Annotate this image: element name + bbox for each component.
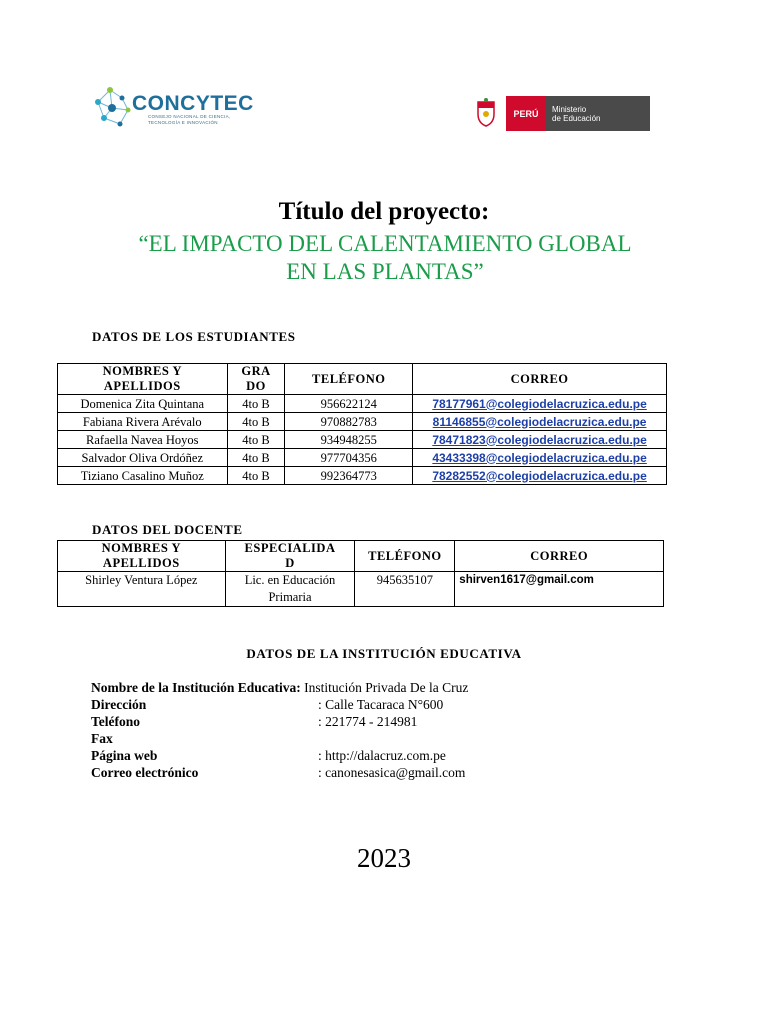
student-phone: 970882783 [285, 413, 413, 431]
student-email-link[interactable]: 43433398@colegiodelacruzica.edu.pe [432, 450, 647, 465]
address-value: : Calle Tacaraca N°600 [318, 697, 444, 712]
email-row [91, 764, 468, 781]
table-row [58, 413, 667, 431]
teacher-specialty-line1: Lic. en Educación [244, 573, 336, 587]
students-header-row [58, 364, 667, 395]
email-value: : canonesasica@gmail.com [318, 765, 466, 780]
address-label: Dirección [91, 697, 147, 712]
student-email-cell [413, 395, 667, 413]
project-title-line1: “EL IMPACTO DEL CALENTAMIENTO GLOBAL [138, 231, 632, 256]
teacher-col-specialty-header [225, 541, 355, 572]
student-phone: 934948255 [285, 431, 413, 449]
student-grade: 4to B [227, 467, 285, 485]
ministerio-line2: de Educación [552, 113, 601, 123]
web-label: Página web [91, 748, 158, 763]
student-name: Salvador Oliva Ordóñez [58, 449, 228, 467]
student-name: Fabiana Rivera Arévalo [58, 413, 228, 431]
teacher-col-email-header: CORREO [455, 541, 664, 572]
web-row [91, 747, 468, 764]
col-names-header-line2: APELLIDOS [103, 379, 181, 393]
student-phone: 956622124 [285, 395, 413, 413]
student-email-link[interactable]: 78177961@colegiodelacruzica.edu.pe [432, 396, 647, 411]
institution-heading: DATOS DE LA INSTITUCIÓN EDUCATIVA [246, 646, 522, 661]
network-nodes-icon [90, 84, 134, 134]
table-row [58, 431, 667, 449]
teacher-col-specialty-line1: ESPECIALIDA [244, 541, 336, 555]
phone-label: Teléfono [91, 714, 141, 729]
students-heading: DATOS DE LOS ESTUDIANTES [92, 329, 296, 344]
student-phone: 992364773 [285, 467, 413, 485]
col-email-header: CORREO [413, 364, 667, 395]
student-email-link[interactable]: 81146855@colegiodelacruzica.edu.pe [432, 414, 647, 429]
student-name: Rafaella Navea Hoyos [58, 431, 228, 449]
table-row [58, 572, 664, 607]
institution-name-label: Nombre de la Institución Educativa: [91, 680, 301, 695]
student-email-cell [413, 449, 667, 467]
fax-label: Fax [91, 731, 113, 746]
teacher-phone: 945635107 [355, 572, 455, 607]
student-name: Tiziano Casalino Muñoz [58, 467, 228, 485]
concytec-logo [90, 84, 260, 134]
teacher-email: shirven1617@gmail.com [455, 572, 664, 607]
student-email-link[interactable]: 78282552@colegiodelacruzica.edu.pe [432, 468, 647, 483]
web-value: : http://dalacruz.com.pe [318, 748, 446, 763]
student-grade: 4to B [227, 431, 285, 449]
ministerio-line1: Ministerio [552, 104, 587, 114]
teacher-heading: DATOS DEL DOCENTE [92, 522, 243, 537]
address-row [91, 696, 468, 713]
col-grade-header-line2: DO [246, 379, 266, 393]
students-table [57, 363, 667, 485]
email-label: Correo electrónico [91, 765, 199, 780]
institution-name-row [91, 679, 468, 696]
teacher-col-names-header [58, 541, 226, 572]
student-phone: 977704356 [285, 449, 413, 467]
project-title-line2: EN LAS PLANTAS” [286, 259, 484, 284]
teacher-col-names-line2: APELLIDOS [102, 556, 180, 570]
teacher-col-names-line1: NOMBRES Y [101, 541, 181, 555]
col-grade-header-line1: GRA [241, 364, 271, 378]
phone-value: : 221774 - 214981 [318, 714, 418, 729]
peru-label: PERÚ [506, 96, 546, 131]
teacher-table [57, 540, 664, 607]
teacher-specialty [225, 572, 355, 607]
project-title [90, 230, 680, 286]
ministerio-label [546, 96, 650, 131]
teacher-specialty-line2: Primaria [268, 590, 312, 604]
concytec-subtitle: CONSEJO NACIONAL DE CIENCIA, TECNOLOGÍA E INNOVACIÓN [148, 114, 231, 125]
student-grade: 4to B [227, 413, 285, 431]
student-grade: 4to B [227, 395, 285, 413]
fax-row [91, 730, 468, 747]
concytec-wordmark: CONCYTEC [132, 92, 254, 115]
student-grade: 4to B [227, 449, 285, 467]
col-names-header [58, 364, 228, 395]
table-row [58, 467, 667, 485]
col-grade-header [227, 364, 285, 395]
teacher-col-specialty-line2: D [285, 556, 295, 570]
institution-info [91, 679, 468, 781]
peru-shield-icon [468, 96, 504, 131]
teacher-col-phone-header: TELÉFONO [355, 541, 455, 572]
student-email-cell [413, 467, 667, 485]
ministerio-educacion-logo [468, 96, 650, 131]
teacher-header-row [58, 541, 664, 572]
student-email-link[interactable]: 78471823@colegiodelacruzica.edu.pe [432, 432, 647, 447]
col-names-header-line1: NOMBRES Y [102, 364, 182, 378]
project-heading: Título del proyecto: [278, 198, 490, 225]
year: 2023 [357, 843, 411, 873]
table-row [58, 395, 667, 413]
col-phone-header: TELÉFONO [285, 364, 413, 395]
student-email-cell [413, 431, 667, 449]
phone-row [91, 713, 468, 730]
teacher-name: Shirley Ventura López [58, 572, 226, 607]
student-email-cell [413, 413, 667, 431]
institution-name-value: Institución Privada De la Cruz [304, 680, 469, 695]
table-row [58, 449, 667, 467]
student-name: Domenica Zita Quintana [58, 395, 228, 413]
